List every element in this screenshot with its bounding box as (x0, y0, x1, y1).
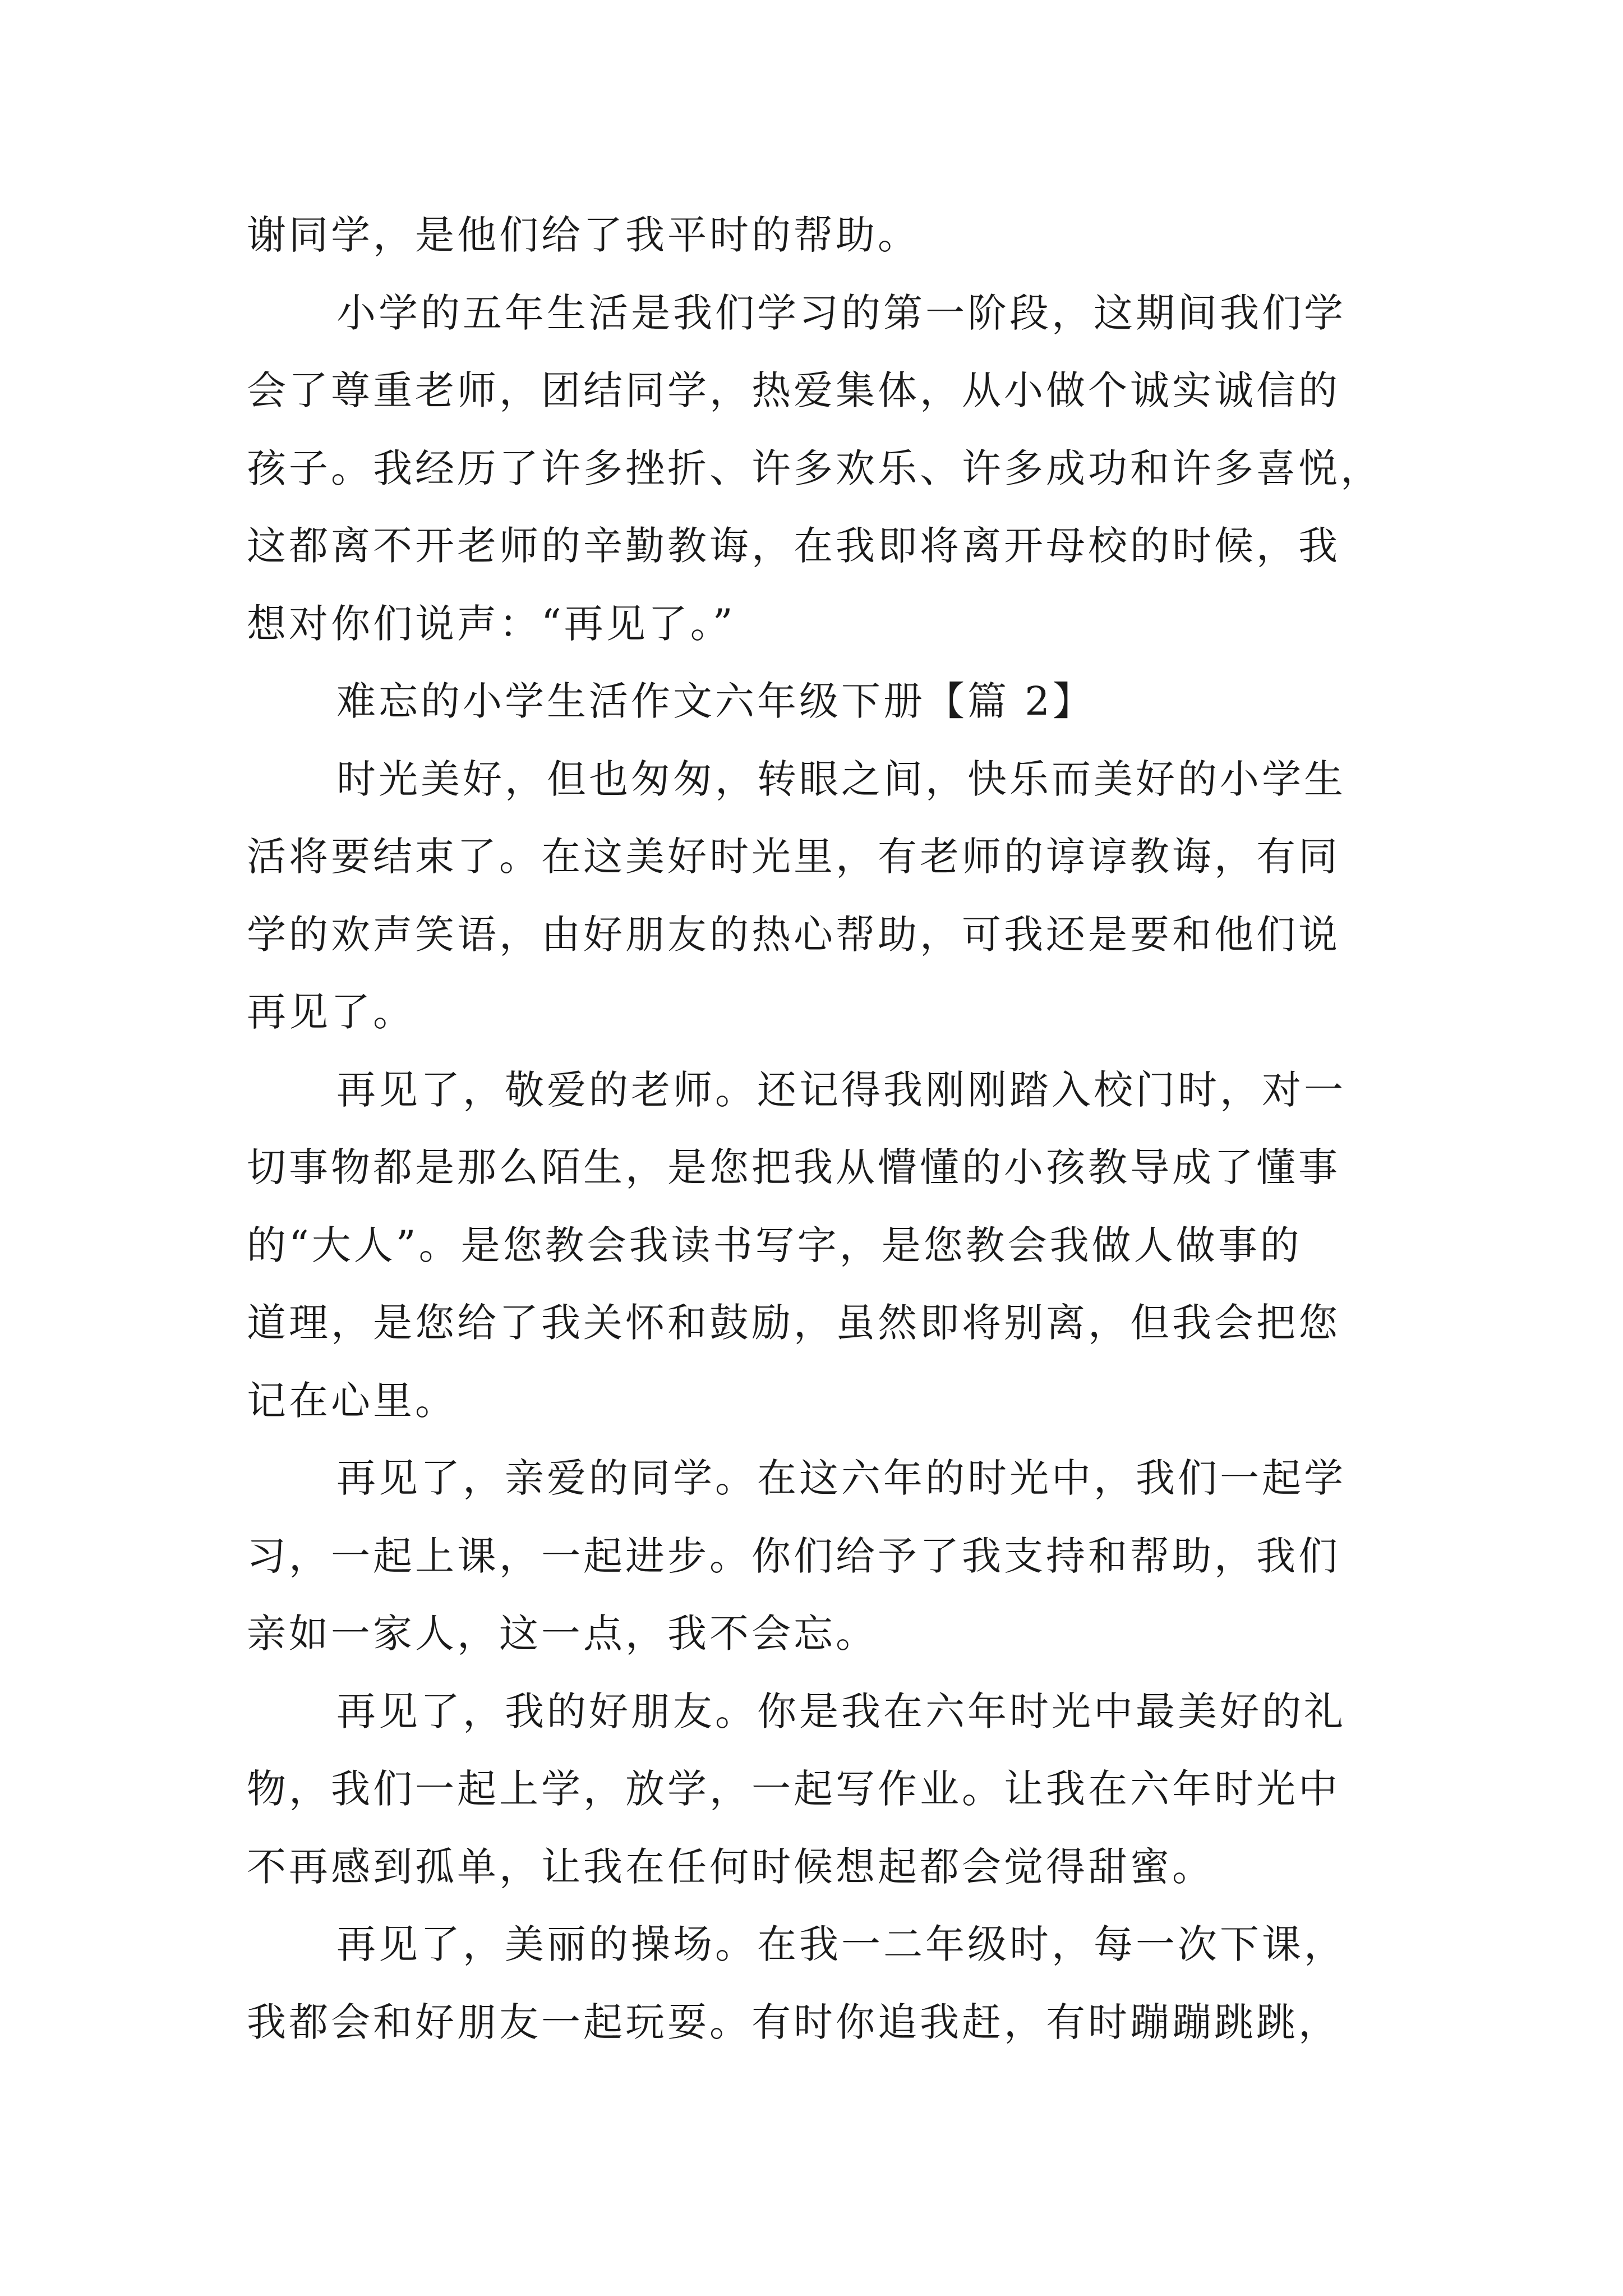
text-line: 道理，是您给了我关怀和鼓励，虽然即将别离，但我会把您 (247, 1300, 1340, 1346)
text-line: 再见了，敬爱的老师。还记得我刚刚踏入校门时，对一 (336, 1066, 1346, 1113)
text-line: 谢同学，是他们给了我平时的帮助。 (247, 212, 920, 258)
text-line: 活将要结束了。在这美好时光里，有老师的谆谆教诲，有同 (247, 834, 1340, 880)
text-line: 不再感到孤单，让我在任何时候想起都会觉得甜蜜。 (247, 1843, 1214, 1890)
text-line: 习，一起上课，一起进步。你们给予了我支持和帮助，我们 (247, 1533, 1340, 1579)
text-line: 的“大人”。是您教会我读书写字，是您教会我做人做事的 (247, 1222, 1302, 1268)
text-line: 再见了，亲爱的同学。在这六年的时光中，我们一起学 (336, 1455, 1346, 1501)
text-line: 亲如一家人，这一点，我不会忘。 (247, 1611, 878, 1657)
text-line: 难忘的小学生活作文六年级下册【篇 2】 (336, 678, 1095, 724)
text-line: 学的欢声笑语，由好朋友的热心帮助，可我还是要和他们说 (247, 911, 1340, 958)
text-line: 时光美好，但也匆匆，转眼之间，快乐而美好的小学生 (336, 756, 1346, 802)
text-line: 再见了，我的好朋友。你是我在六年时光中最美好的礼 (336, 1688, 1346, 1734)
text-line: 小学的五年生活是我们学习的第一阶段，这期间我们学 (336, 289, 1346, 336)
essay-body (247, 196, 1391, 2061)
text-line: 再见了。 (247, 989, 415, 1035)
text-line: 孩子。我经历了许多挫折、许多欢乐、许多成功和许多喜悦， (247, 445, 1382, 491)
text-line: 会了尊重老师，团结同学，热爱集体，从小做个诚实诚信的 (247, 367, 1340, 413)
text-line: 我都会和好朋友一起玩耍。有时你追我赶，有时蹦蹦跳跳， (247, 1999, 1340, 2045)
text-line: 再见了，美丽的操场。在我一二年级时，每一次下课， (336, 1921, 1346, 1967)
text-line: 这都离不开老师的辛勤教诲，在我即将离开母校的时候，我 (247, 523, 1340, 569)
text-line: 记在心里。 (247, 1377, 457, 1424)
text-line: 物，我们一起上学，放学，一起写作业。让我在六年时光中 (247, 1766, 1340, 1812)
text-line: 想对你们说声：“再见了。” (247, 600, 736, 647)
text-line: 切事物都是那么陌生，是您把我从懵懂的小孩教导成了懂事 (247, 1144, 1340, 1190)
